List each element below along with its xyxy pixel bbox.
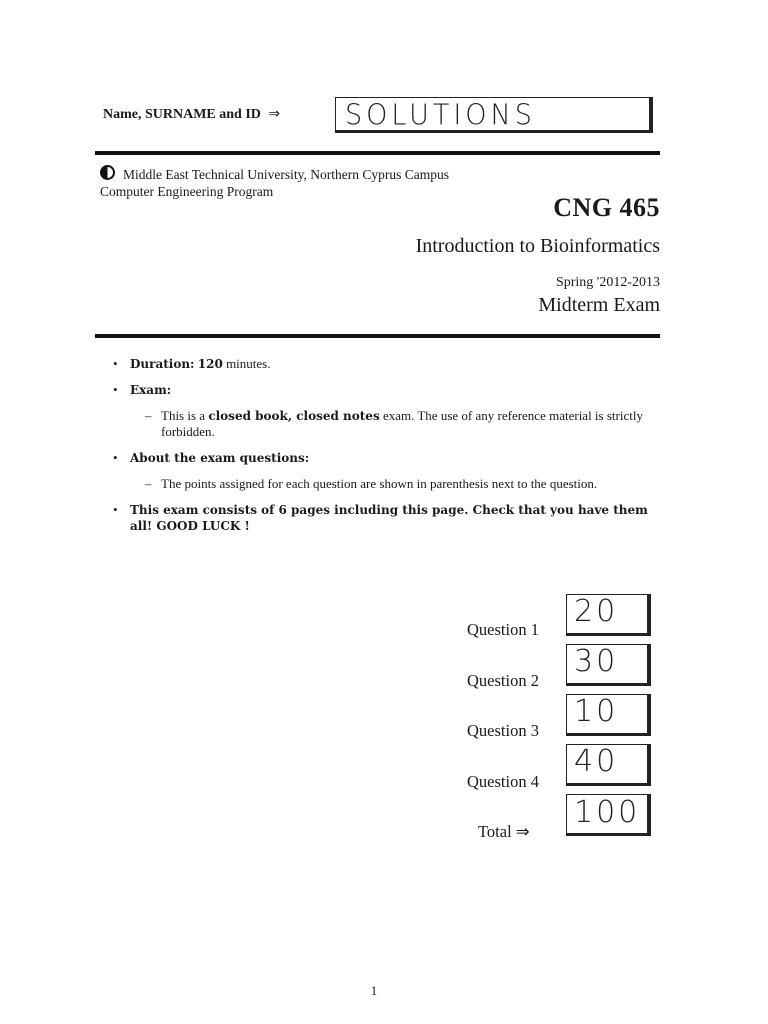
arrow-icon: ⇒ xyxy=(268,107,281,122)
question-4-label: Question 4 xyxy=(467,772,539,791)
question-1-label: Question 1 xyxy=(467,620,539,639)
exam-label: Exam: xyxy=(130,383,172,397)
duration-value: 120 xyxy=(197,357,223,371)
term: Spring '2012-2013 xyxy=(555,275,660,290)
total-label-text: Total xyxy=(478,822,512,841)
about-rule: – The points assigned for each question are shown in parenthesis next to the question. xyxy=(145,476,598,491)
page-number: 1 xyxy=(370,983,378,998)
duration-label: Duration: xyxy=(130,357,195,371)
exam-text-1: This is a xyxy=(161,408,206,423)
exam-bold: closed book, closed notes xyxy=(208,409,380,423)
question-2-label: Question 2 xyxy=(467,671,539,690)
top-rule xyxy=(95,151,660,155)
question-1-score: 20 xyxy=(574,594,619,629)
university-name: Middle East Technical University, Northern Cyprus Campus xyxy=(123,167,449,182)
name-label-text: Name, SURNAME and ID xyxy=(103,107,261,122)
university-block xyxy=(100,165,449,200)
program-name: Computer Engineering Program xyxy=(100,184,274,199)
course-code: CNG 465 xyxy=(553,193,660,222)
question-3-label: Question 3 xyxy=(467,721,539,740)
arrow-icon: ⇒ xyxy=(515,822,530,841)
total-score: 100 xyxy=(574,795,641,830)
question-2-score: 30 xyxy=(574,644,619,679)
exam-text-2: exam. The use of any reference material is strictly forbidden. xyxy=(161,408,643,439)
about-item xyxy=(113,450,663,466)
about-text: The points assigned for each question are shown in parenthesis next to the question. xyxy=(161,476,598,491)
exam-rule: – This is a closed book, closed notes exam. The use of any reference material is strictly forbidden. xyxy=(145,408,643,439)
instructions-list xyxy=(113,356,663,544)
pages-text: This exam consists of 6 pages including this page. Check that you have them all! GOOD LUCK ! xyxy=(130,503,648,533)
exam-item xyxy=(113,382,663,398)
name-handwritten: SOLUTIONS xyxy=(345,99,536,132)
university-logo-icon xyxy=(100,165,115,180)
duration-unit: minutes. xyxy=(226,356,271,371)
duration-item xyxy=(113,356,663,372)
question-3-score: 10 xyxy=(574,694,619,729)
pages-item xyxy=(113,502,663,534)
exam-type: Midterm Exam xyxy=(538,294,660,316)
question-4-score: 40 xyxy=(574,744,619,779)
middle-rule xyxy=(95,334,660,338)
about-label: About the exam questions: xyxy=(130,451,310,465)
course-title: Introduction to Bioinformatics xyxy=(415,235,660,257)
name-label xyxy=(103,106,280,123)
total-label xyxy=(478,822,530,842)
